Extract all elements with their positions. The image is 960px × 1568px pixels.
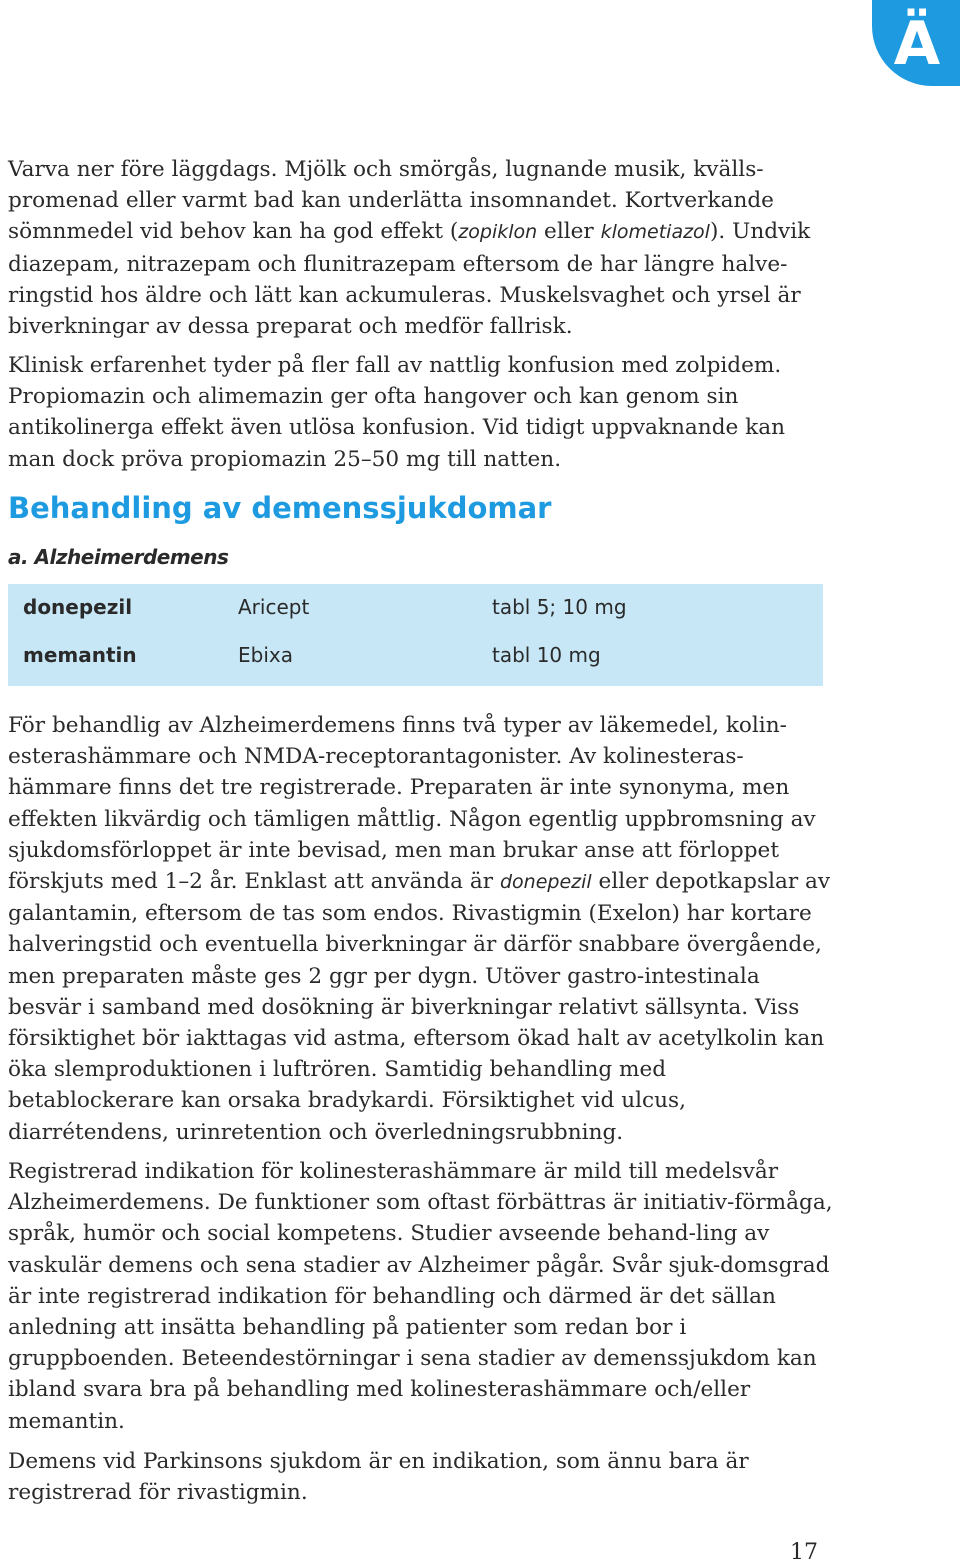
drug-table [8,584,823,686]
drug-brand-name: Ebixa [238,643,293,667]
drug-formulation: tabl 10 mg [492,643,601,667]
body-paragraph-treatment [8,710,838,1148]
body-paragraph-indication: Registrerad indikation för kolinesterashämmare är mild till medelsvår Alzheimerdemens. De funktioner som oftast förbättras är initiativ-förmåga, språk, humör och social kompetens. Studier avseende behand-ling av vaskulär demens och sena stadier av Alzheimer pågår. Svår sjuk-domsgrad är inte registrerad indikation för behandling och därmed är det sällan anledning att insätta behandling på patienter som redan bor i gruppboenden. Beteendestörningar i sena stadier av demenssjukdom kan ibland svara bra på behandling med kolinesterashämmare och/eller memantin. [8,1159,833,1434]
intro-text-a: Varva ner före läggdags. Mjölk och smörgås, lugnande musik, kvälls-promenad eller varmt bad kan underlätta insomnandet. Kortverkande sömnmedel vid behov kan ha god effekt ( [8,157,774,245]
intro-paragraph-sleep [8,154,838,342]
section-subheading: a. Alzheimerdemens [8,545,229,569]
section-heading: Behandling av demenssjukdomar [8,491,552,525]
drug-row [8,584,823,632]
drug-generic-name: memantin [23,643,137,667]
intro-text-c: ). Undvik diazepam, nitrazepam och flunitrazepam eftersom de har längre halve-ringstid hos äldre och lätt kan ackumuleras. Muskelsvaghet och yrsel är biverkningar av dessa preparat och medför fallrisk. [8,219,811,340]
drug-name-zopiklon: zopiklon [458,221,538,244]
body-paragraph-parkinson: Demens vid Parkinsons sjukdom är en indikation, som ännu bara är registrerad för rivastigmin. [8,1449,749,1506]
intro-paragraph-konfusion: Klinisk erfarenhet tyder på fler fall av nattlig konfusion med zolpidem. Propiomazin och alimemazin ger ofta hangover och kan genom sin antikolinerga effekt även utlösa konfusion. Vid tidigt uppvaknande kan man dock pröva propiomazin 25–50 mg till natten. [8,353,786,472]
page-number: 17 [790,1540,818,1565]
drug-name-klometiazol: klometiazol [600,221,710,244]
drug-brand-name: Aricept [238,595,310,619]
drug-generic-name: donepezil [23,595,133,619]
drug-formulation: tabl 5; 10 mg [492,595,627,619]
intro-text-b: eller [537,219,601,245]
body-text-a: För behandlig av Alzheimerdemens finns två typer av läkemedel, kolin-esterashämmare och NMDA-receptorantagonister. Av kolinesteras-hämmare finns det tre registrerade. Preparaten är inte synonyma, men effekten likvärdig och tämligen måttlig. Någon egentlig uppbromsning av sjukdomsförloppet är inte bevisad, men man brukar anse att förloppet förskjuts med 1–2 år. Enklast att använda är [8,713,816,895]
drug-row [8,632,823,680]
body-text-b: eller depotkapslar av galantamin, eftersom de tas som endos. Rivastigmin (Exelon) har kortare halveringstid och eventuella biverkningar är därför snabbare övergående, men preparaten måste ges 2 ggr per dygn. Utöver gastro-intestinala besvär i samband med dosökning är biverkningar relativt sällsynta. Viss försiktighet bör iakttagas vid astma, eftersom ökad halt av acetylkolin kan öka slemproduktionen i luftrören. Samtidig behandling med betablockerare kan orsaka bradykardi. Försiktighet vid ulcus, diarrétendens, urinretention och överledningsrubbning. [8,869,831,1145]
section-badge-letter: Ä [893,9,941,79]
drug-name-donepezil: donepezil [499,871,592,894]
